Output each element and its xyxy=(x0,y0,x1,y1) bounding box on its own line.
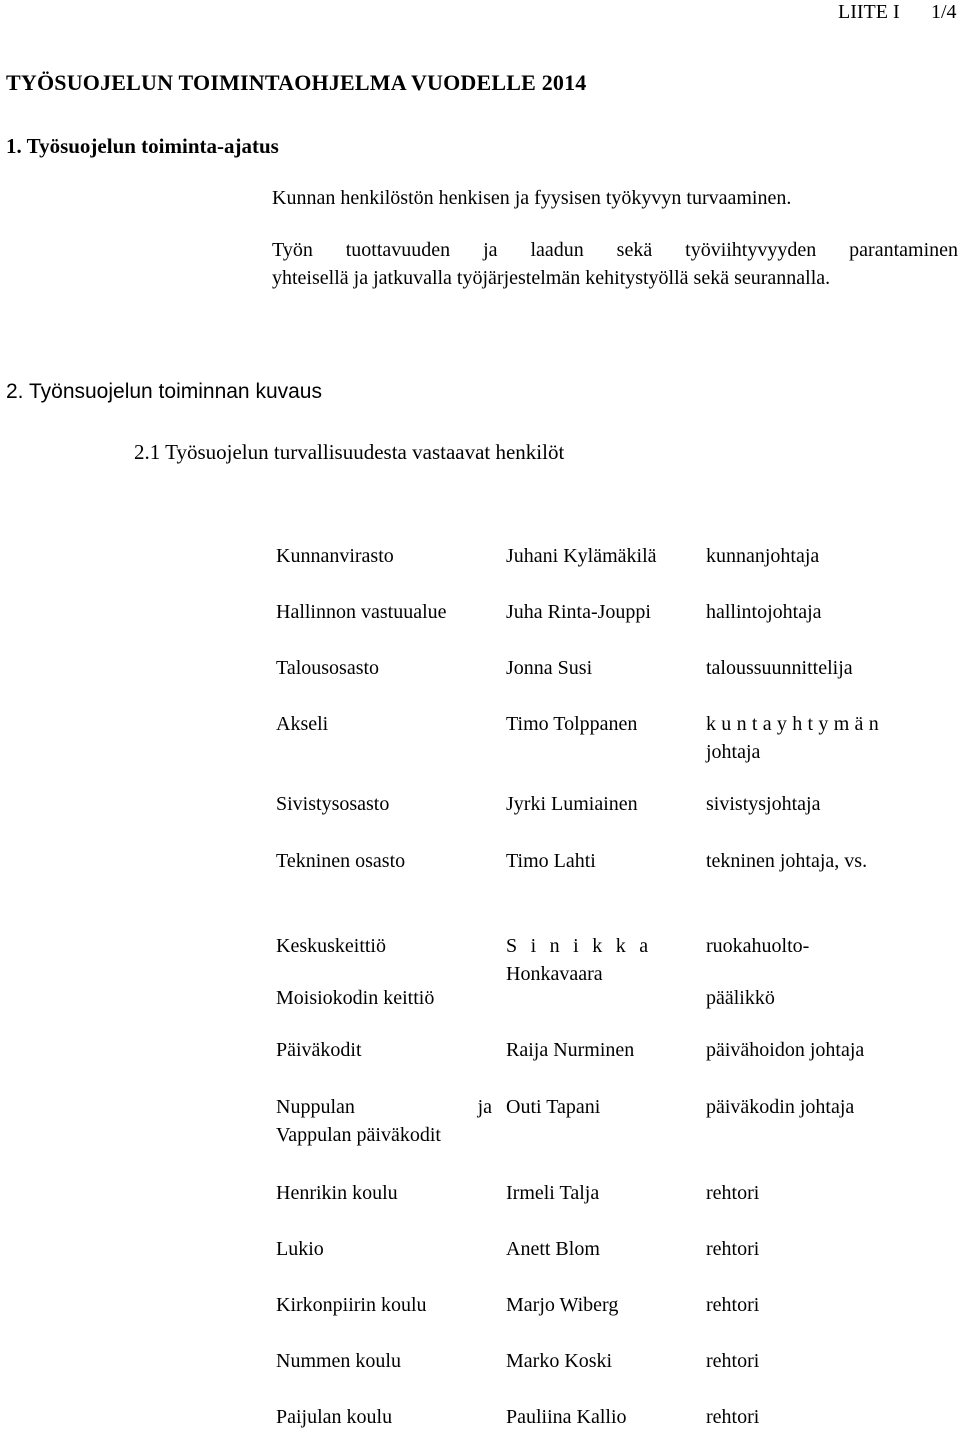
row-unit: Vappulan päiväkodit xyxy=(276,1124,441,1146)
row-role: tekninen johtaja, vs. xyxy=(706,850,868,872)
row-unit: Talousosasto xyxy=(276,657,380,679)
row-role: taloussuunnittelija xyxy=(706,657,853,679)
document-title: TYÖSUOJELUN TOIMINTAOHJELMA VUODELLE 2014 xyxy=(6,70,587,95)
row-role: rehtori xyxy=(706,1294,760,1316)
section2-heading: 2. Työnsuojelun toiminnan kuvaus xyxy=(6,380,322,403)
row-unit: Kunnanvirasto xyxy=(276,545,394,567)
row-unit: Kirkonpiirin koulu xyxy=(276,1294,427,1316)
row-person: Outi Tapani xyxy=(506,1096,601,1118)
row-person: Sinikka xyxy=(506,935,662,957)
row-unit: Nuppulan ja xyxy=(276,1096,492,1118)
section1-paragraph-1: Kunnan henkilöstön henkisen ja fyysisen työkyvyn turvaaminen. xyxy=(272,187,792,209)
row-role: rehtori xyxy=(706,1406,760,1428)
row-role: hallintojohtaja xyxy=(706,601,822,623)
row-unit: Nummen koulu xyxy=(276,1350,401,1372)
annex-label: LIITE I xyxy=(838,1,900,23)
row-person: Timo Lahti xyxy=(506,850,596,872)
row-role: kuntayhtymän xyxy=(706,713,885,735)
section2-1-heading: 2.1 Työsuojelun turvallisuudesta vastaavat henkilöt xyxy=(134,440,565,464)
row-role: johtaja xyxy=(706,741,761,763)
row-unit: Henrikin koulu xyxy=(276,1182,398,1204)
page-number: 1/4 xyxy=(931,1,957,23)
row-role: sivistysjohtaja xyxy=(706,793,821,815)
row-person: Marko Koski xyxy=(506,1350,613,1372)
row-person: Timo Tolppanen xyxy=(506,713,638,735)
row-unit: Akseli xyxy=(276,713,329,735)
row-person: Juha Rinta-Jouppi xyxy=(506,601,651,623)
section1-paragraph-2 xyxy=(272,236,958,292)
row-role: kunnanjohtaja xyxy=(706,545,820,567)
row-role: rehtori xyxy=(706,1238,760,1260)
row-unit: Keskuskeittiö xyxy=(276,935,386,957)
row-unit: Hallinnon vastuualue xyxy=(276,601,447,623)
row-unit: Sivistysosasto xyxy=(276,793,390,815)
row-unit: Päiväkodit xyxy=(276,1039,362,1061)
row-role: rehtori xyxy=(706,1182,760,1204)
row-unit: Paijulan koulu xyxy=(276,1406,393,1428)
row-unit: Lukio xyxy=(276,1238,324,1260)
row-person: Jonna Susi xyxy=(506,657,593,679)
row-role: päivähoidon johtaja xyxy=(706,1039,865,1061)
row-person: Marjo Wiberg xyxy=(506,1294,619,1316)
row-person: Anett Blom xyxy=(506,1238,600,1260)
row-person: Pauliina Kallio xyxy=(506,1406,627,1428)
paragraph-line: Työn tuottavuuden ja laadun sekä työviihtyvyyden parantaminen xyxy=(272,239,958,261)
row-role: ruokahuolto- xyxy=(706,935,810,957)
row-person: Juhani Kylämäkilä xyxy=(506,545,657,567)
row-person: Honkavaara xyxy=(506,963,603,985)
row-person: Jyrki Lumiainen xyxy=(506,793,638,815)
row-role: rehtori xyxy=(706,1350,760,1372)
section1-heading: 1. Työsuojelun toiminta-ajatus xyxy=(6,134,279,158)
row-unit: Tekninen osasto xyxy=(276,850,406,872)
row-person: Irmeli Talja xyxy=(506,1182,600,1204)
row-unit: Moisiokodin keittiö xyxy=(276,987,435,1009)
paragraph-line: yhteisellä ja jatkuvalla työjärjestelmän kehitystyöllä sekä seurannalla. xyxy=(272,267,831,289)
row-role: päälikkö xyxy=(706,987,775,1009)
row-role: päiväkodin johtaja xyxy=(706,1096,855,1118)
row-person: Raija Nurminen xyxy=(506,1039,635,1061)
